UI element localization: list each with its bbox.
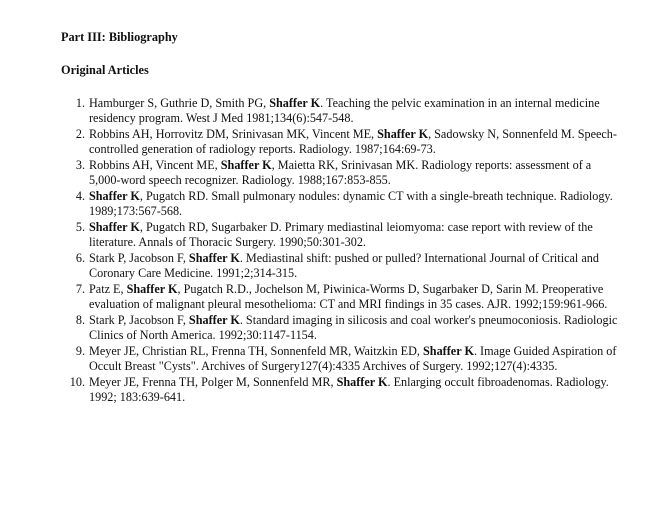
highlighted-author: Shaffer K: [269, 96, 321, 110]
reference-number: 3.: [75, 158, 85, 172]
highlighted-author: Shaffer K: [89, 220, 140, 234]
reference-number: 1.: [75, 96, 85, 110]
part-title: Part III: Bibliography: [61, 30, 178, 44]
highlighted-author: Shaffer K: [188, 313, 240, 327]
reference-authors: Meyer JE, Frenna TH, Polger M, Sonnenfeld MR,: [89, 375, 337, 389]
reference-authors: Hamburger S, Guthrie D, Smith PG,: [89, 96, 270, 110]
highlighted-author: Shaffer K: [423, 344, 474, 358]
reference-item: [61, 251, 621, 281]
reference-citation: , Pugatch RD. Small pulmonary nodules: dynamic CT with a single-breath technique. Radiology. 1989;173:567-568.: [89, 189, 613, 218]
reference-number: 4.: [75, 189, 85, 203]
highlighted-author: Shaffer K: [336, 375, 388, 389]
reference-item: [61, 189, 621, 219]
reference-citation: . Mediastinal shift: pushed or pulled? International Journal of Critical and Coronary Care Medicine. 1991;2;314-315.: [89, 251, 599, 280]
reference-citation: , Maietta RK, Srinivasan MK. Radiology reports: assessment of a 5,000-word speech recognizer. Radiology. 1988;167:853-855.: [89, 158, 592, 187]
highlighted-author: Shaffer K: [188, 251, 240, 265]
reference-number: 6.: [75, 251, 85, 265]
reference-number: 10.: [69, 375, 85, 389]
reference-item: [61, 344, 621, 374]
reference-item: [61, 375, 621, 405]
reference-citation: , Sadowsky N, Sonnenfeld M. Speech-controlled generation of radiology reports. Radiology. 1987;164:69-73.: [89, 127, 617, 156]
reference-citation: , Pugatch RD, Sugarbaker D. Primary mediastinal leiomyoma: case report with review of the literature. Annals of Thoracic Surgery. 1990;50:301-302.: [89, 220, 593, 249]
reference-number: 9.: [75, 344, 85, 358]
reference-item: [61, 282, 621, 312]
reference-item: [61, 313, 621, 343]
reference-citation: , Pugatch R.D., Jochelson M, Piwinica-Worms D, Sugarbaker D, Sarin M. Preoperative evaluation of malignant pleural mesothelioma: CT and MRI findings in 35 cases. AJR. 1992;159:961-966.: [89, 282, 608, 311]
reference-citation: . Standard imaging in silicosis and coal worker's pneumoconiosis. Radiologic Clinics of North America. 1992;30:1147-1154.: [89, 313, 618, 342]
reference-item: [61, 220, 621, 250]
reference-number: 8.: [75, 313, 85, 327]
reference-item: [61, 158, 621, 188]
reference-citation: . Teaching the pelvic examination in an internal medicine residency program. West J Med 1981;134(6):547-548.: [89, 96, 600, 125]
reference-authors: Stark P, Jacobson F,: [89, 313, 189, 327]
reference-item: [61, 127, 621, 157]
reference-authors: Robbins AH, Vincent ME,: [89, 158, 221, 172]
section-title: Original Articles: [61, 63, 149, 77]
reference-number: 2.: [75, 127, 85, 141]
highlighted-author: Shaffer K: [126, 282, 178, 296]
highlighted-author: Shaffer K: [89, 189, 140, 203]
reference-authors: Stark P, Jacobson F,: [89, 251, 189, 265]
reference-citation: . Image Guided Aspiration of Occult Breast "Cysts". Archives of Surgery127(4):4335 Archives of Surgery. 1992;127(4):4335.: [89, 344, 617, 373]
highlighted-author: Shaffer K: [220, 158, 272, 172]
reference-authors: Robbins AH, Horrovitz DM, Srinivasan MK, Vincent ME,: [89, 127, 378, 141]
reference-number: 7.: [75, 282, 85, 296]
reference-citation: . Enlarging occult fibroadenomas. Radiology. 1992; 183:639-641.: [89, 375, 609, 404]
reference-number: 5.: [75, 220, 85, 234]
reference-authors: Patz E,: [89, 282, 127, 296]
reference-authors: Meyer JE, Christian RL, Frenna TH, Sonnenfeld MR, Waitzkin ED,: [89, 344, 424, 358]
reference-item: [61, 96, 621, 126]
highlighted-author: Shaffer K: [377, 127, 429, 141]
reference-list: [61, 96, 621, 406]
